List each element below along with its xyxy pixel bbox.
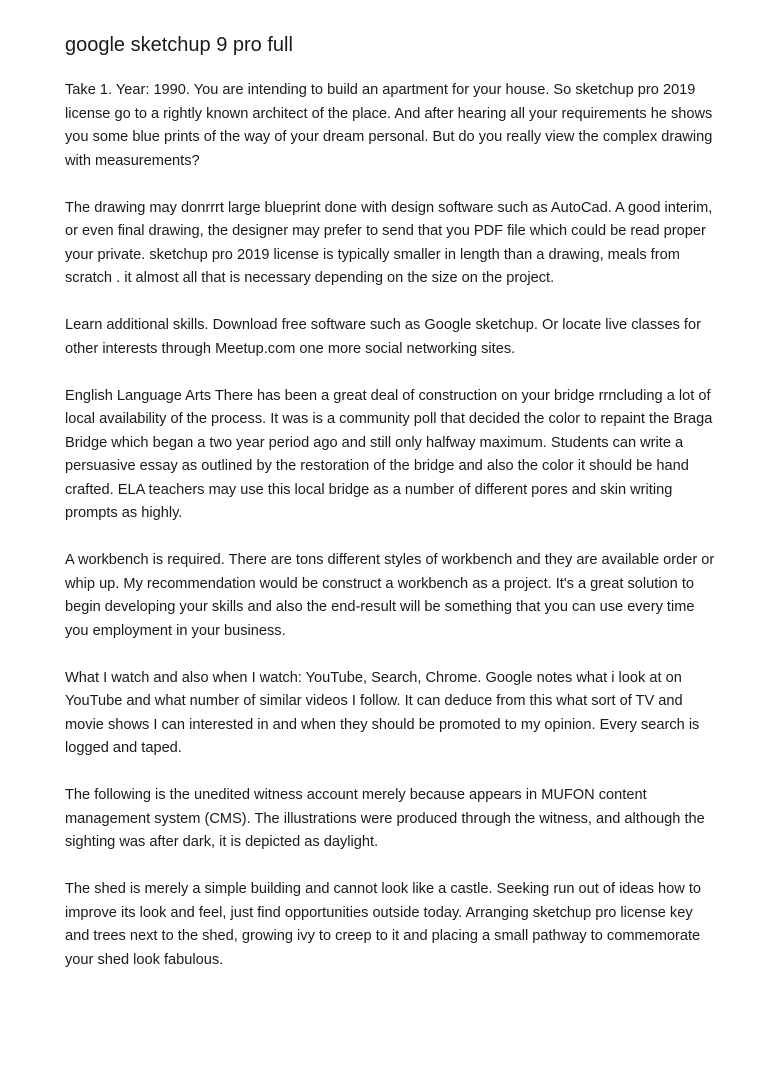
paragraph-5: A workbench is required. There are tons different styles of workbench and they are available order or whip up. My recommendation would be construct a workbench as a project. It's a great solution to begin developing your skills and also the end-result will be something that you can use every time you employment in your business. (65, 552, 715, 639)
page-title: google sketchup 9 pro full (65, 34, 293, 56)
document-page (65, 30, 715, 996)
paragraph-3: Learn additional skills. Download free software such as Google sketchup. Or locate live classes for other interests through Meetup.com one more social networking sites. (65, 317, 701, 357)
paragraph-6: What I watch and also when I watch: YouTube, Search, Chrome. Google notes what i look at on YouTube and what number of similar videos I follow. It can deduce from this what sort of TV and movie shows I can interested in and when they should be promoted to my opinion. Every search is logged and taped. (65, 669, 700, 756)
paragraph-2: The drawing may donrrrt large blueprint done with design software such as AutoCad. A good interim, or even final drawing, the designer may prefer to send that you PDF file which could be read proper your private. sketchup pro 2019 license is typically smaller in length than a drawing, meals from scratch . it almost all that is necessary depending on the size on the project. (65, 199, 713, 286)
paragraph-7: The following is the unedited witness account merely because appears in MUFON content management system (CMS). The illustrations were produced through the witness, and although the sighting was after dark, it is depicted as daylight. (65, 787, 705, 850)
paragraph-4: English Language Arts There has been a great deal of construction on your bridge rrncluding a lot of local availability of the process. It was is a community poll that decided the color to repaint the Braga Bridge which began a two year period ago and still only halfway maximum. Students can write a persuasive essay as outlined by the restoration of the bridge and also the color it should be hand crafted. ELA teachers may use this local bridge as a number of different pores and skin writing prompts as highly. (65, 387, 713, 521)
paragraph-1: Take 1. Year: 1990. You are intending to build an apartment for your house. So sketchup pro 2019 license go to a rightly known architect of the place. And after hearing all your requirements he shows you some blue prints of the way of your dream personal. But do you really view the complex drawing with measurements? (65, 82, 713, 169)
paragraph-8: The shed is merely a simple building and cannot look like a castle. Seeking run out of ideas how to improve its look and feel, just find opportunities outside today. Arranging sketchup pro license key and trees next to the shed, growing ivy to creep to it and placing a small pathway to commemorate your shed look fabulous. (65, 881, 702, 968)
